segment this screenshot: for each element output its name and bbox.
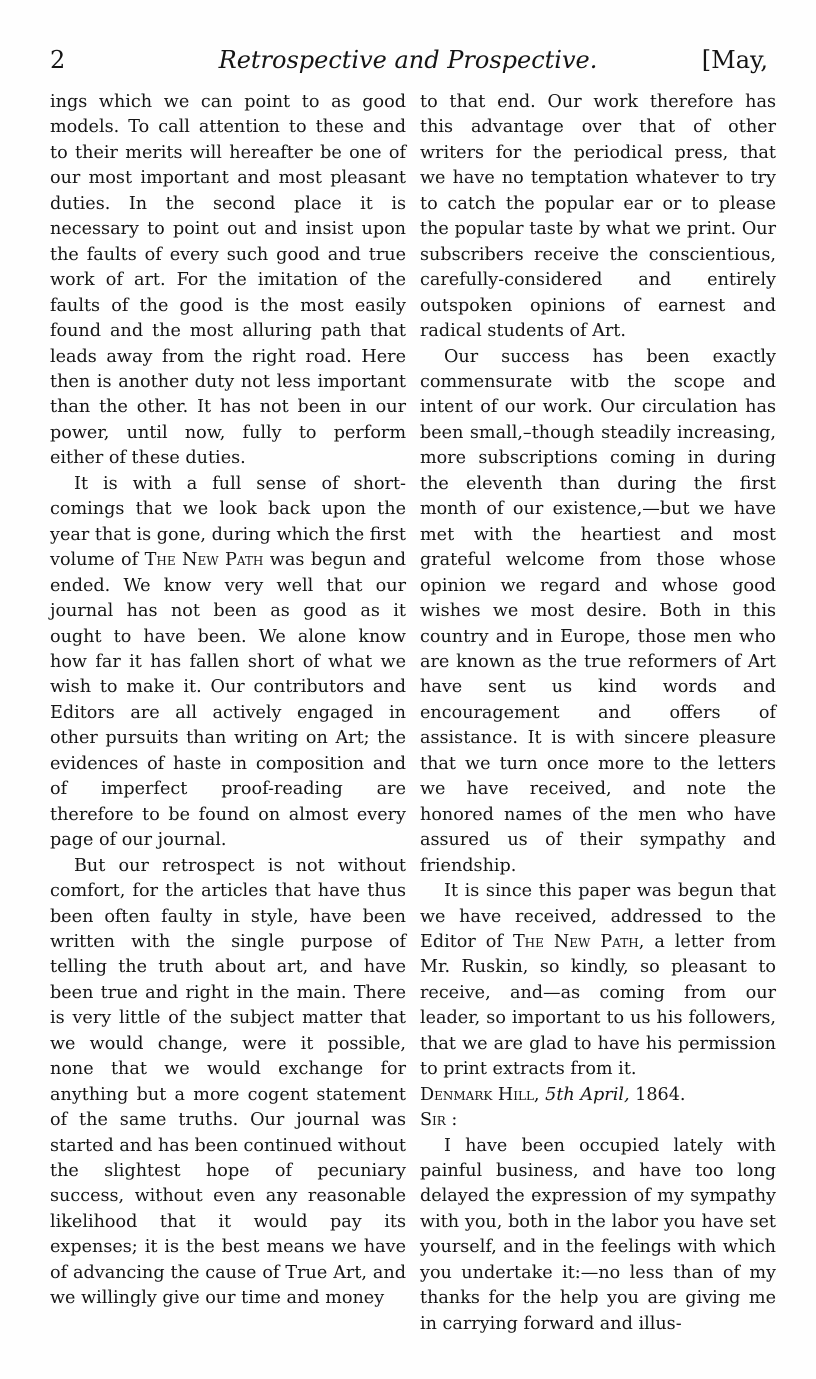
left-paragraph-2-start: It is with a full sense of short-comings that we look back upon the year that is gone, during which the first volume of: [50, 473, 406, 571]
dateline-year: 1864.: [635, 1084, 686, 1105]
page-number: 2: [50, 46, 66, 74]
letter-body: I have been occupied lately with painful business, and have too long delayed the expression of my sympathy with you, both in the labor you have set yourself, and in the feelings with which you undertake it:—no less than of my thanks for the help you are giving me in carrying forward and illus-: [420, 1135, 776, 1334]
left-paragraph-3: But our retrospect is not without comfort, for the articles that have thus been often faulty in style, have been written with the single purpose of telling the truth about art, and have been true and right in the main. There is very little of the subject matter that we would change, were it possible, none that we would exchange for anything but a more cogent statement of the same truths. Our journal was started and has been continued without the slightest hope of pecuniary success, without even any reasonable likelihood that it would pay its expenses; it is the best means we have of advancing the cause of True Art, and we willingly give our time and money: [50, 855, 406, 1309]
letter-dateline: [420, 1083, 776, 1108]
journal-title: The New Path: [512, 931, 639, 952]
right-column: [420, 90, 776, 1337]
dateline-place: Denmark Hill,: [420, 1084, 540, 1105]
left-paragraph-1: ings which we can point to as good models. To call attention to these and to their merits will hereafter be one of our most important and most pleasant duties. In the second place it is necessary to point out and insist upon the faults of every such good and true work of art. For the imitation of the faults of the good is the most easily found and the most alluring path that leads away from the right road. Here then is another duty not less important than the other. It has not been in our power, until now, fully to perform either of these duties.: [50, 92, 406, 469]
left-paragraph-2-end: was begun and ended. We know very well that our journal has not been as good as it ought to have been. We alone know how far it has fallen short of what we wish to make it. Our contributors and Editors are all actively engaged in other pursuits than writing on Art; the evidences of haste in composition and of imperfect proof-reading are therefore to be found on almost every page of our journal.: [50, 550, 406, 851]
dateline-date: 5th April,: [545, 1084, 630, 1105]
letter-salutation: Sir :: [420, 1110, 458, 1131]
right-paragraph-3: [420, 879, 776, 1083]
right-paragraph-3-start: It is since this paper was begun that we have received, addressed to the Editor of: [420, 881, 776, 952]
running-title: Retrospective and Prospective.: [218, 46, 598, 74]
right-paragraph-2: Our success has been exactly commensurate witb the scope and intent of our work. Our circulation has been small,–though steadily increasing, more subscriptions coming in during the eleventh than during the first month of our existence,—but we have met with the heartiest and most grateful welcome from those whose opinion we regard and whose good wishes we most desire. Both in this country and in Europe, those men who are known as the true reformers of Art have sent us kind words and encouragement and offers of assistance. It is with sincere pleasure that we turn once more to the letters we have received, and note the honored names of the men who have assured us of their sympathy and friendship.: [420, 346, 776, 876]
right-paragraph-3-end: , a letter from Mr. Ruskin, so kindly, so pleasant to receive, and—as coming from our leader, so important to us his followers, that we are glad to have his permission to print extracts from it.: [420, 931, 777, 1080]
left-paragraph-2: [50, 472, 406, 854]
journal-title: The New Path: [144, 550, 264, 571]
left-column: [50, 90, 406, 1312]
right-paragraph-1: to that end. Our work therefore has this advantage over that of other writers for the periodical press, that we have no temptation whatever to try to catch the popular ear or to please the popular taste by what we print. Our subscribers receive the conscientious, carefully-considered and entirely outspoken opinions of earnest and radical students of Art.: [420, 92, 776, 342]
running-header: [0, 40, 816, 80]
running-month: [May,: [701, 46, 768, 74]
